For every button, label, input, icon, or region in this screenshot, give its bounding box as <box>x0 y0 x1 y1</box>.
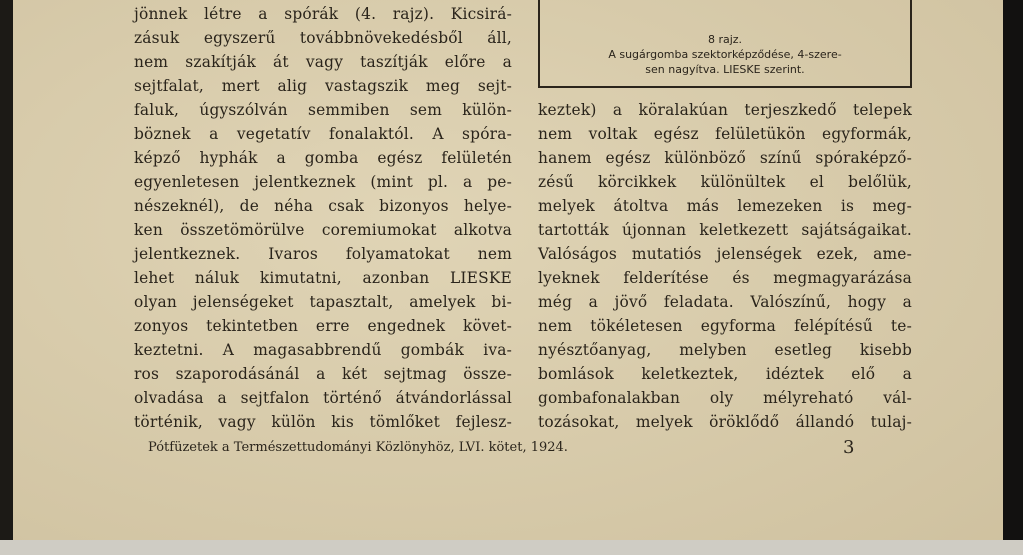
text-line: képző hyphák a gomba egész felületén <box>134 149 512 167</box>
figure-number: 8 rajz. <box>707 33 743 46</box>
text-line: egyenletesen jelentkeznek (mint pl. a pe- <box>134 173 512 191</box>
text-line: keztetni. A magasabbrendű gombák iva- <box>134 341 512 359</box>
text-line: történik, vagy külön kis tömlőket fejlesz- <box>134 413 512 431</box>
text-line: nyésztőanyag, melyben esetleg kisebb <box>538 341 912 359</box>
text-line: Valóságos mutatiós jelenségek ezek, ame- <box>538 245 912 263</box>
text-line: zésű körcikkek különültek el belőlük, <box>538 173 912 191</box>
scan-margin <box>0 540 1023 555</box>
running-footer: Pótfüzetek a Természettudományi Közlönyhöz, LVI. kötet, 1924. <box>148 440 568 455</box>
text-line: nem szakítják át vagy taszítják előre a <box>134 53 512 71</box>
right-text-column <box>538 0 912 440</box>
text-line: melyek átoltva más lemezeken is meg- <box>538 197 912 215</box>
text-line: ros szaporodásánál a két sejtmag össze- <box>134 365 512 383</box>
text-line: nem voltak egész felületükön egyformák, <box>538 125 912 143</box>
scan-edge <box>1003 0 1023 547</box>
left-text-column <box>134 0 512 440</box>
page-number: 3 <box>843 437 855 458</box>
book-page <box>13 0 1003 547</box>
text-line: tartották újonnan keletkezett sajátságaikat. <box>538 221 912 239</box>
text-line: nem tökéletesen egyforma felépítésű te- <box>538 317 912 335</box>
text-line: hanem egész különböző színű spóraképző- <box>538 149 912 167</box>
text-line: bomlások keletkeztek, idéztek elő a <box>538 365 912 383</box>
text-line: ken összetömörülve coremiumokat alkotva <box>134 221 512 239</box>
text-line: faluk, úgyszólván semmiben sem külön- <box>134 101 512 119</box>
text-line: nészeknél), de néha csak bizonyos helye- <box>134 197 512 215</box>
text-line: olyan jelenségeket tapasztalt, amelyek bi- <box>134 293 512 311</box>
text-line: sejtfalat, mert alig vastagszik meg sejt- <box>134 77 512 95</box>
text-line: gombafonalakban oly mélyreható vál- <box>538 389 912 407</box>
text-line: tozásokat, melyek öröklődő állandó tulaj- <box>538 413 912 431</box>
text-line: még a jövő feladata. Valószínű, hogy a <box>538 293 912 311</box>
text-line: lehet náluk kimutatni, azonban LIESKE <box>134 269 512 287</box>
text-line: keztek) a köralakúan terjeszkedő telepek <box>538 101 912 119</box>
figure-caption: A sugárgomba szektorképződése, 4-szere- <box>608 48 842 61</box>
text-line: lyeknek felderítése és megmagyarázása <box>538 269 912 287</box>
text-line: böznek a vegetatív fonalaktól. A spóra- <box>134 125 512 143</box>
text-line: zonyos tekintetben erre engednek követ- <box>134 317 512 335</box>
text-line: zásuk egyszerű továbbnövekedésből áll, <box>134 29 512 47</box>
text-line: olvadása a sejtfalon történő átvándorlással <box>134 389 512 407</box>
text-line: jönnek létre a spórák (4. rajz). Kicsirá- <box>134 5 512 23</box>
text-line: jelentkeznek. Ivaros folyamatokat nem <box>134 245 512 263</box>
figure-caption: sen nagyítva. LIESKE szerint. <box>645 63 805 76</box>
